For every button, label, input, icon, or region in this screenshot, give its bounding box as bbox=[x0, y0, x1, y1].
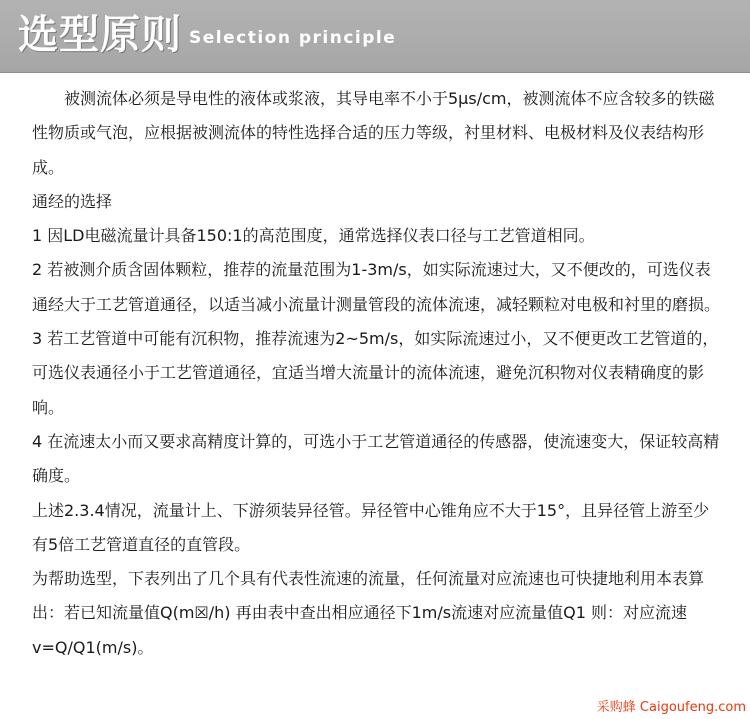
paragraph-item-3: 3 若工艺管道中可能有沉积物，推荐流速为2~5m/s，如实际流速过小，又不便更改工艺管道的，可选仪表通径小于工艺管道通径，宜适当增大流量计的流体流速，避免沉积物对仪表精确度的影响。 bbox=[32, 329, 719, 417]
content-body bbox=[32, 82, 722, 665]
paragraph-item-2: 2 若被测介质含固体颗粒，推荐的流量范围为1-3m/s，如实际流速过大，又不便改的，可选仪表通经大于工艺管道通径，以适当减小流量计测量管段的流体流速，减轻颗粒对电极和衬里的磨损。 bbox=[32, 260, 721, 314]
paragraph-table-help: 为帮助选型，下表列出了几个具有代表性流速的流量，任何流量对应流速也可快捷地利用本表算出：若已知流量值Q(m☒/h) 再由表中查出相应通径下1m/s流速对应流量值Q1 则：对应流速v=Q/Q1(m/s)。 bbox=[32, 569, 705, 657]
section-header bbox=[0, 0, 750, 73]
intro-paragraph: 被测流体必须是导电性的液体或浆液，其导电率不小于5μs/cm，被测流体不应含较多的铁磁性物质或气泡，应根据被测流体的特性选择合适的压力等级，衬里材料、电极材料及仪表结构形成。 bbox=[32, 89, 715, 177]
section-title: 选型原则 bbox=[18, 12, 182, 58]
section-subtitle: Selection principle bbox=[189, 28, 397, 48]
paragraph-item-4: 4 在流速太小而又要求高精度计算的，可选小于工艺管道通径的传感器，使流速变大，保证较高精确度。 bbox=[32, 431, 720, 486]
subheading-diameter-selection: 通经的选择 bbox=[32, 191, 113, 211]
paragraph-item-1: 1 因LD电磁流量计具备150:1的高范围度，通常选择仪表口径与工艺管道相同。 bbox=[32, 226, 595, 246]
site-watermark: 采购蜂 Caigoufeng.com bbox=[596, 700, 746, 715]
paragraph-reducer-note: 上述2.3.4情况，流量计上、下游须装异径管。异径管中心锥角应不大于15°，且异径管上游至少有5倍工艺管道直径的直管段。 bbox=[32, 500, 710, 554]
